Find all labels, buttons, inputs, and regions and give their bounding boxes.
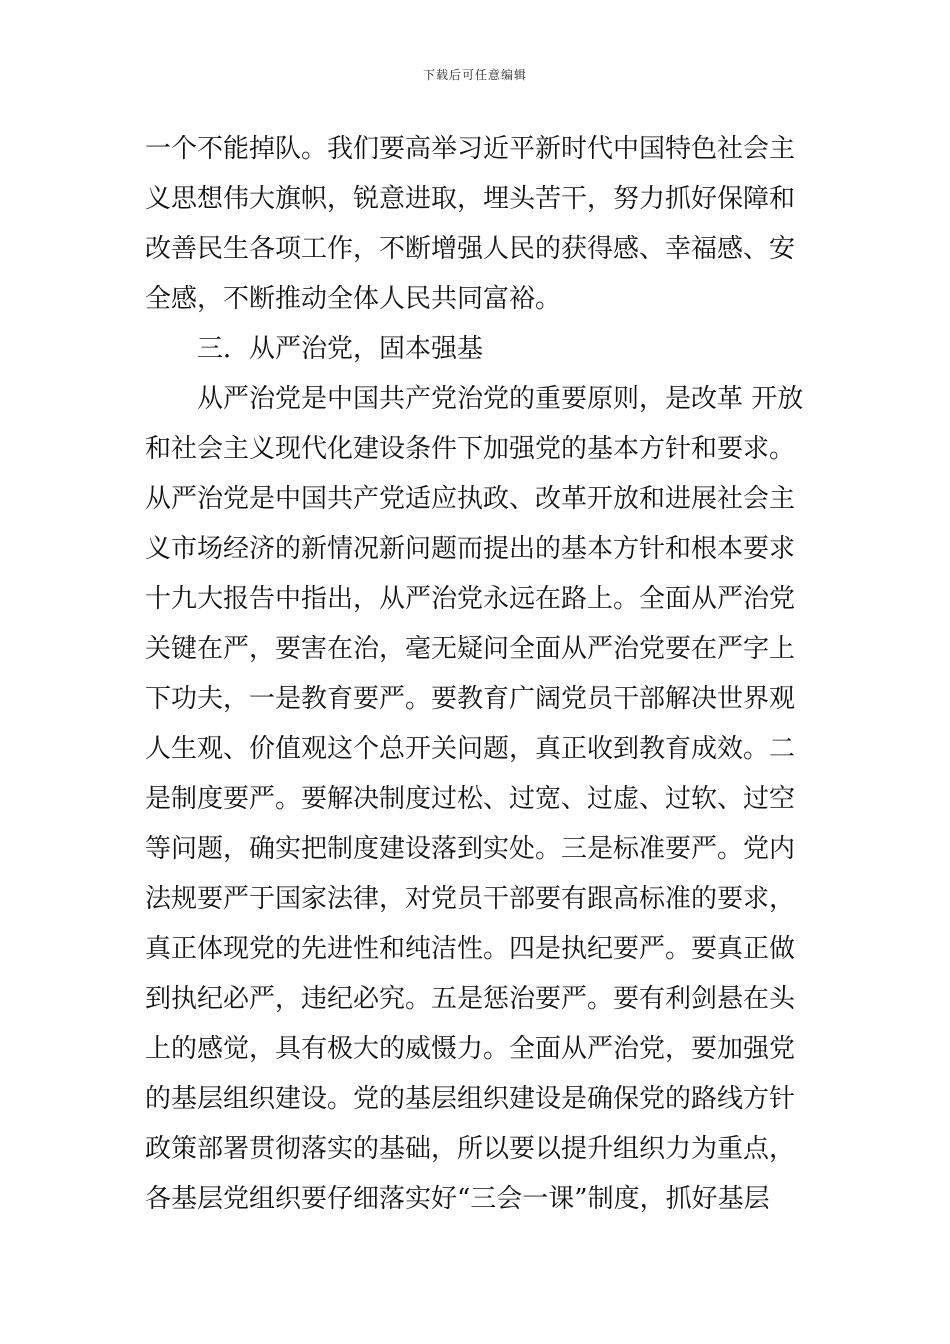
paragraph-first-line: 从严治党是中国共产党治党的重要原则，是改革 开放 bbox=[197, 384, 804, 414]
text-line: 是制度要严。要解决制度过松、过宽、过虚、过软、过空 bbox=[145, 784, 796, 814]
section-heading: 三．从严治党，固本强基 bbox=[197, 334, 484, 364]
text-line: 等问题，确实把制度建设落到实处。三是标准要严。党内 bbox=[145, 834, 796, 864]
text-line: 全感，不断推动全体人民共同富裕。 bbox=[145, 284, 562, 314]
text-line: 一个不能掉队。我们要高举习近平新时代中国特色社会主 bbox=[145, 134, 796, 164]
text-line: 到执纪必严，违纪必究。五是惩治要严。要有利剑悬在头 bbox=[145, 984, 796, 1014]
text-line: 各基层党组织要仔细落实好“三会一课”制度，抓好基层 bbox=[145, 1184, 770, 1214]
text-line: 从严治党是中国共产党适应执政、改革开放和进展社会主 bbox=[145, 484, 796, 514]
text-line: 下功夫，一是教育要严。要教育广阔党员干部解决世界观 bbox=[145, 684, 796, 714]
document-body bbox=[145, 124, 810, 1224]
text-line: 十九大报告中指出，从严治党永远在路上。全面从严治党 bbox=[145, 584, 796, 614]
text-line: 义思想伟大旗帜，锐意进取，埋头苦干，努力抓好保障和 bbox=[145, 184, 796, 214]
text-line: 义市场经济的新情况新问题而提出的基本方针和根本要求 bbox=[145, 534, 796, 564]
text-line: 改善民生各项工作，不断增强人民的获得感、幸福感、安 bbox=[145, 234, 796, 264]
page-header: 下载后可任意编辑 bbox=[422, 68, 527, 82]
text-line: 和社会主义现代化建设条件下加强党的基本方针和要求。 bbox=[145, 434, 796, 464]
text-line: 法规要严于国家法律，对党员干部要有跟高标准的要求， bbox=[145, 884, 796, 914]
text-line: 人生观、价值观这个总开关问题，真正收到教育成效。二 bbox=[145, 734, 796, 764]
text-line: 上的感觉，具有极大的威慑力。全面从严治党，要加强党 bbox=[145, 1034, 796, 1064]
text-line: 真正体现党的先进性和纯洁性。四是执纪要严。要真正做 bbox=[145, 934, 796, 964]
text-line: 的基层组织建设。党的基层组织建设是确保党的路线方针 bbox=[145, 1084, 796, 1114]
text-line: 关键在严，要害在治，毫无疑问全面从严治党要在严字上 bbox=[145, 634, 796, 664]
text-line: 政策部署贯彻落实的基础，所以要以提升组织力为重点， bbox=[145, 1134, 796, 1164]
